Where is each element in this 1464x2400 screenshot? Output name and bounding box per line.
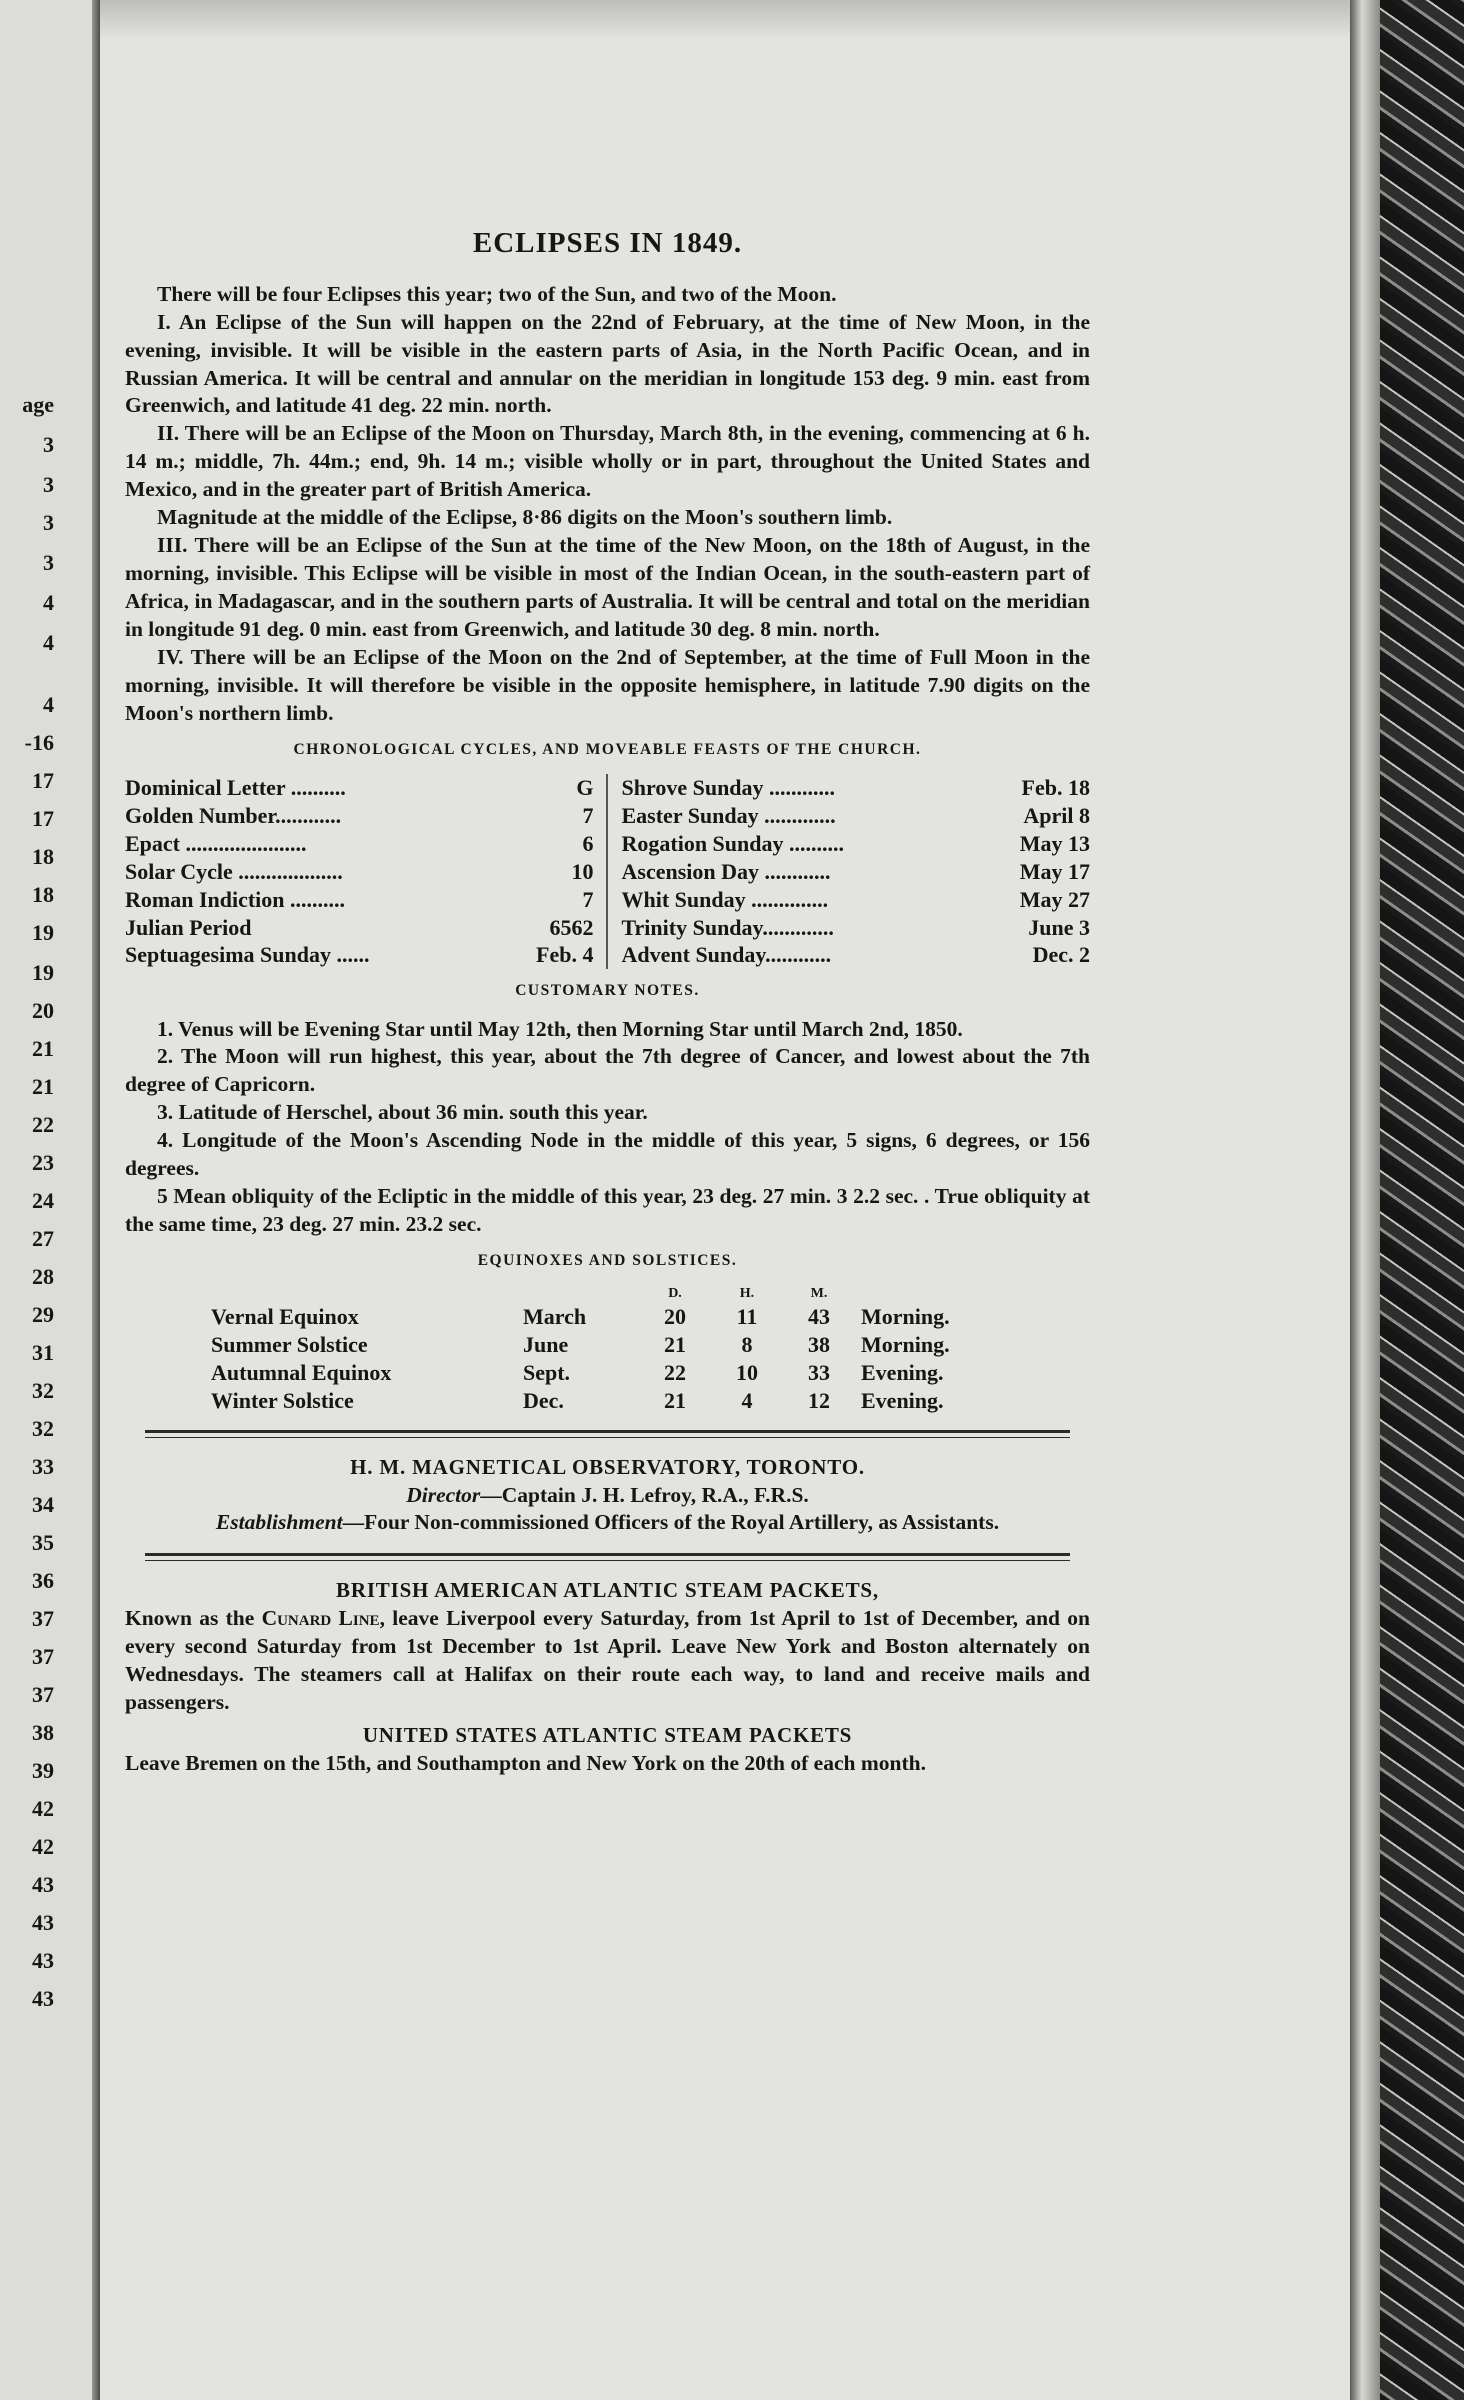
page-title: ECLIPSES IN 1849.	[472, 227, 743, 259]
col-days: D.	[668, 1286, 682, 1302]
facing-page-number: 32	[32, 1378, 54, 1403]
director-label: Director	[406, 1482, 481, 1507]
facing-page-number: 19	[32, 920, 54, 945]
eclipse-paragraph-1: I. An Eclipse of the Sun will happen on the 22nd of February, at the time of New Moon, in the evening, invisible. It will be visible in the eastern parts of Asia, in the North Pacific Ocean, and in Russian America. It will be central and annular on the meridian in longitude 153 deg. 9 min. east from Greenwich, and latitude 41 deg. 22 min. north.	[125, 309, 1090, 418]
equinox-when: Morning.	[861, 1304, 950, 1330]
equinox-name: Summer Solstice	[211, 1332, 368, 1358]
facing-page-number: 19	[32, 960, 54, 985]
facing-page-number: 27	[32, 1226, 54, 1251]
establishment-label: Establishment	[215, 1510, 343, 1535]
facing-page-number: 35	[32, 1530, 54, 1555]
cycle-value: 7	[582, 802, 594, 828]
equinox-when: Morning.	[861, 1332, 950, 1358]
cycle-value: Feb. 18	[1021, 774, 1090, 800]
cycle-row	[125, 914, 594, 942]
observatory-director	[125, 1482, 1090, 1510]
cycle-row	[622, 774, 1091, 802]
cycle-label: Trinity Sunday.............	[621, 914, 834, 940]
facing-page-number: 4	[43, 692, 54, 717]
marbled-endpaper	[1380, 0, 1464, 2400]
cycle-label: Roman Indiction ..........	[125, 886, 346, 912]
cycle-row	[622, 802, 1091, 830]
facing-page-number: -16	[24, 730, 54, 755]
establishment-text: —Four Non-commissioned Officers of the Royal Artillery, as Assistants.	[342, 1510, 1000, 1535]
equinox-when: Evening.	[861, 1359, 944, 1385]
page-shadow	[100, 0, 1350, 40]
equinox-h: 4	[741, 1387, 753, 1413]
facing-page-number: 18	[32, 844, 54, 869]
observatory-title: H. M. MAGNETICAL OBSERVATORY, TORONTO.	[350, 1455, 865, 1480]
facing-page-number: 17	[32, 806, 54, 831]
note-item: 5 Mean obliquity of the Ecliptic in the middle of this year, 23 deg. 27 min. 3 2.2 sec. . True obliquity at the same time, 23 deg. 27 min. 23.2 sec.	[125, 1184, 1090, 1237]
cycle-row	[125, 886, 594, 914]
facing-page-number: 42	[32, 1796, 54, 1821]
equinox-d: 21	[664, 1332, 686, 1358]
facing-page-number: 43	[32, 1948, 54, 1973]
note-item: 4. Longitude of the Moon's Ascending Node in the middle of this year, 5 signs, 6 degrees, or 156 degrees.	[125, 1128, 1090, 1181]
facing-page-number: age	[22, 392, 54, 417]
cycle-row	[125, 858, 594, 886]
cycle-value: May 27	[1019, 886, 1090, 912]
observatory-establishment	[125, 1509, 1090, 1537]
cycles-heading: CHRONOLOGICAL CYCLES, AND MOVEABLE FEASTS OF THE CHURCH.	[293, 740, 922, 758]
equinox-table	[205, 1285, 1007, 1414]
equinox-m: 43	[808, 1304, 830, 1330]
note-item: 1. Venus will be Evening Star until May 12th, then Morning Star until March 2nd, 1850.	[157, 1016, 963, 1041]
facing-page-number: 3	[43, 472, 54, 497]
cycle-row	[622, 830, 1091, 858]
cycles-left-column	[125, 774, 608, 970]
equinox-d: 20	[664, 1304, 686, 1330]
cycles-right-column	[608, 774, 1091, 970]
facing-page-number: 33	[32, 1454, 54, 1479]
notes-heading: CUSTOMARY NOTES.	[515, 982, 700, 1000]
equinox-header-row	[205, 1285, 1007, 1303]
cycle-label: Golden Number............	[125, 802, 342, 828]
eclipse-magnitude: Magnitude at the middle of the Eclipse, 8·86 digits on the Moon's southern limb.	[157, 505, 893, 530]
facing-page-edge	[92, 0, 100, 2400]
equinox-month: March	[523, 1304, 587, 1330]
facing-page-number: 39	[32, 1758, 54, 1783]
facing-page-number: 3	[43, 510, 54, 535]
facing-page-number: 21	[32, 1036, 54, 1061]
equinox-name: Winter Solstice	[211, 1387, 354, 1413]
equinox-heading: EQUINOXES AND SOLSTICES.	[477, 1252, 738, 1270]
cycle-label: Advent Sunday............	[621, 942, 832, 968]
equinox-month: Dec.	[523, 1387, 564, 1413]
cycle-label: Solar Cycle ...................	[125, 858, 343, 884]
facing-page-number: 37	[32, 1606, 54, 1631]
facing-page-number: 43	[32, 1986, 54, 2011]
equinox-m: 12	[808, 1387, 830, 1413]
facing-page-number: 43	[32, 1910, 54, 1935]
facing-page-number: 4	[43, 590, 54, 615]
divider-rule	[145, 1553, 1070, 1561]
eclipses-intro: There will be four Eclipses this year; two of the Sun, and two of the Moon.	[157, 281, 837, 306]
cycle-value: April 8	[1023, 802, 1090, 828]
facing-page-strip	[0, 0, 100, 2400]
facing-page-number: 18	[32, 882, 54, 907]
cycle-label: Easter Sunday .............	[621, 802, 836, 828]
cycle-value: 6	[582, 830, 594, 856]
facing-page-number: 37	[32, 1644, 54, 1669]
facing-page-number: 23	[32, 1150, 54, 1175]
facing-page-number: 24	[32, 1188, 54, 1213]
equinox-m: 33	[808, 1359, 830, 1385]
equinox-h: 11	[736, 1304, 758, 1330]
facing-page-number: 4	[43, 630, 54, 655]
facing-page-number: 42	[32, 1834, 54, 1859]
cycle-row	[125, 941, 594, 969]
facing-page-number: 17	[32, 768, 54, 793]
cycle-row	[622, 858, 1091, 886]
british-packets-text-b: , leave Liverpool every Saturday, from 1st April to 1st of December, and on every second Saturday from 1st December to 1st April. Leave New York and Boston alternately on Wednesdays. The steamers call at Halifax on their route each way, to land and receive mails and passengers.	[125, 1605, 1090, 1714]
equinox-row	[205, 1303, 1007, 1331]
equinox-h: 8	[741, 1332, 753, 1358]
customary-notes	[125, 1016, 1090, 1240]
facing-page-numbers	[0, 0, 92, 2400]
facing-page-number: 38	[32, 1720, 54, 1745]
facing-page-number: 3	[43, 432, 54, 457]
cycle-label: Julian Period	[125, 914, 252, 940]
eclipse-paragraph-4: IV. There will be an Eclipse of the Moon on the 2nd of September, at the time of Full Moon in the morning, invisible. It will therefore be visible in the opposite hemisphere, in latitude 7.90 digits on the Moon's northern limb.	[125, 644, 1090, 725]
equinox-m: 38	[808, 1332, 830, 1358]
equinox-h: 10	[736, 1359, 758, 1385]
facing-page-number: 28	[32, 1264, 54, 1289]
facing-page-number: 20	[32, 998, 54, 1023]
cycle-value: May 13	[1019, 830, 1090, 856]
eclipse-paragraph-3: III. There will be an Eclipse of the Sun at the time of the New Moon, on the 18th of August, in the morning, invisible. This Eclipse will be visible in most of the Indian Ocean, in the south-eastern part of Africa, in Madagascar, and in the southern parts of Australia. It will be central and total on the meridian in longitude 91 deg. 0 min. east from Greenwich, and latitude 30 deg. 8 min. north.	[125, 533, 1090, 641]
cunard-line-name: Cunard Line	[261, 1605, 380, 1630]
facing-page-number: 43	[32, 1872, 54, 1897]
cycle-label: Whit Sunday ..............	[621, 886, 829, 912]
cycle-row	[622, 886, 1091, 914]
cycle-label: Ascension Day ............	[621, 858, 831, 884]
cycle-value: Feb. 4	[536, 942, 594, 968]
cycle-row	[125, 774, 594, 802]
british-packets-title: BRITISH AMERICAN ATLANTIC STEAM PACKETS,	[336, 1578, 879, 1603]
cycle-row	[622, 941, 1091, 969]
cycle-label: Epact ......................	[125, 830, 307, 856]
equinox-d: 22	[664, 1359, 686, 1385]
cycle-value: Dec. 2	[1032, 942, 1090, 968]
cycle-value: 7	[582, 886, 594, 912]
facing-page-number: 31	[32, 1340, 54, 1365]
equinox-month: June	[523, 1332, 569, 1358]
equinox-name: Autumnal Equinox	[211, 1359, 392, 1385]
book-binding-edge	[1350, 0, 1380, 2400]
cycle-label: Shrove Sunday ............	[621, 774, 836, 800]
cycle-label: Dominical Letter ..........	[125, 774, 346, 800]
cycle-row	[125, 802, 594, 830]
us-packets-text: Leave Bremen on the 15th, and Southampton and New York on the 20th of each month.	[125, 1750, 926, 1775]
cycle-row	[622, 914, 1091, 942]
note-item: 2. The Moon will run highest, this year, about the 7th degree of Cancer, and lowest about the 7th degree of Capricorn.	[125, 1044, 1090, 1097]
cycle-row	[125, 830, 594, 858]
divider-rule	[145, 1430, 1070, 1438]
equinox-month: Sept.	[523, 1359, 571, 1385]
cycle-label: Septuagesima Sunday ......	[125, 942, 370, 968]
note-item: 3. Latitude of Herschel, about 36 min. south this year.	[157, 1100, 648, 1125]
british-packets-text	[125, 1605, 1090, 1717]
british-packets-text-a: Known as the	[125, 1605, 262, 1630]
facing-page-number: 3	[43, 550, 54, 575]
col-hours: H.	[739, 1286, 755, 1302]
facing-page-number: 36	[32, 1568, 54, 1593]
page-content	[125, 225, 1090, 1778]
col-minutes: M.	[810, 1286, 828, 1302]
director-name: —Captain J. H. Lefroy, R.A., F.R.S.	[480, 1482, 809, 1507]
equinox-row	[205, 1359, 1007, 1387]
equinox-d: 21	[664, 1387, 686, 1413]
cycle-value: 10	[571, 858, 594, 884]
facing-page-number: 32	[32, 1416, 54, 1441]
eclipse-paragraph-2: II. There will be an Eclipse of the Moon on Thursday, March 8th, in the evening, commencing at 6 h. 14 m.; middle, 7h. 44m.; end, 9h. 14 m.; visible wholly or in part, throughout the United States and Mexico, and in the greater part of British America.	[125, 421, 1090, 502]
facing-page-number: 37	[32, 1682, 54, 1707]
cycle-label: Rogation Sunday ..........	[621, 830, 845, 856]
us-packets-title: UNITED STATES ATLANTIC STEAM PACKETS	[362, 1723, 853, 1748]
cycle-value: May 17	[1019, 858, 1090, 884]
facing-page-number: 21	[32, 1074, 54, 1099]
facing-page-number: 22	[32, 1112, 54, 1137]
equinox-when: Evening.	[861, 1387, 944, 1413]
equinox-row	[205, 1387, 1007, 1415]
cycle-value: June 3	[1028, 914, 1090, 940]
facing-page-number: 29	[32, 1302, 54, 1327]
equinox-row	[205, 1331, 1007, 1359]
equinox-name: Vernal Equinox	[211, 1304, 359, 1330]
facing-page-number: 34	[32, 1492, 54, 1517]
cycle-value: 6562	[549, 914, 594, 940]
cycles-table	[125, 774, 1090, 970]
cycle-value: G	[576, 774, 594, 800]
